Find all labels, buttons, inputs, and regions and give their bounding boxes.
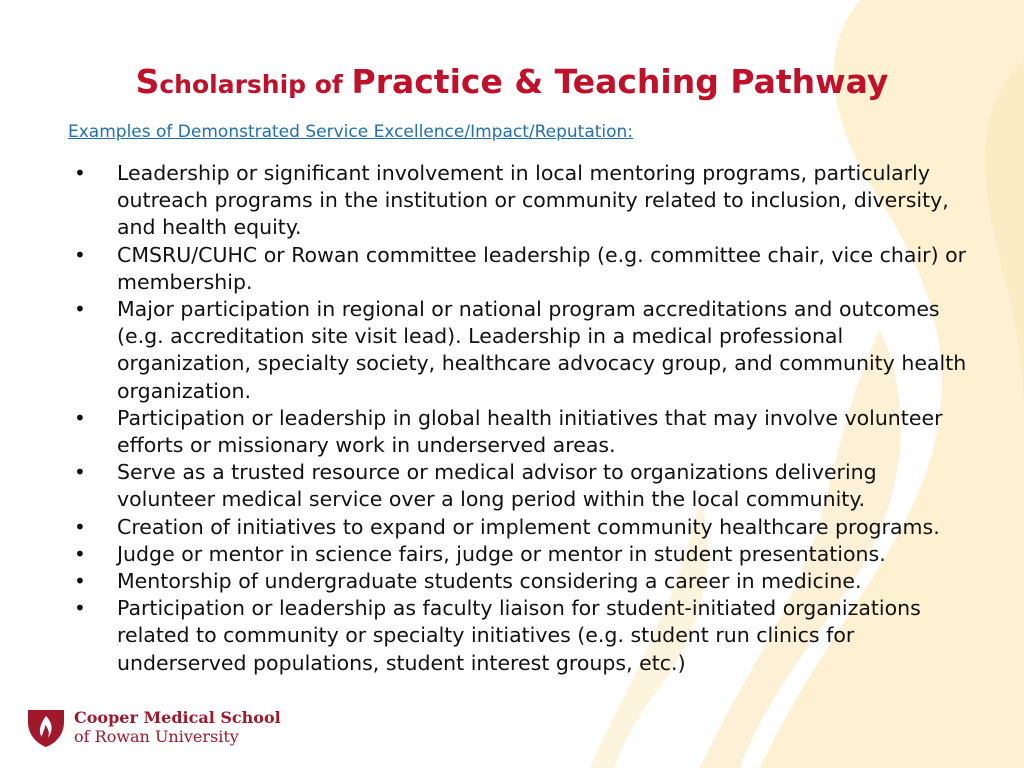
bullet-list (74, 160, 974, 677)
bullet-text: Judge or mentor in science fairs, judge or mentor in student presentations. (117, 541, 886, 566)
flame-shield-icon (26, 706, 66, 748)
title-main: Practice & Teaching Pathway (351, 62, 889, 101)
bullet-glyph: • (74, 541, 86, 566)
bullet-glyph: • (74, 596, 86, 621)
cooper-logo (26, 706, 281, 748)
title-prefix: cholarship of (159, 70, 352, 99)
bullet-item (74, 568, 974, 595)
bullet-text: Creation of initiatives to expand or implement community healthcare programs. (117, 514, 940, 539)
bullet-item (74, 242, 974, 296)
bullet-text: CMSRU/CUHC or Rowan committee leadership (e.g. committee chair, vice chair) or membership. (117, 242, 967, 294)
logo-school-name: Cooper Medical School (74, 708, 281, 727)
bullet-text: Mentorship of undergraduate students considering a career in medicine. (117, 569, 862, 594)
bullet-glyph: • (74, 161, 86, 185)
bullet-text: Participation or leadership as faculty liaison for student-initiated organizations related to community or specialty initiatives (e.g. student run clinics for underserved populations, student interest groups, etc.) (117, 596, 921, 675)
bullet-glyph: • (74, 242, 86, 267)
bullet-item (74, 595, 974, 677)
bullet-glyph: • (74, 569, 86, 594)
bullet-item (74, 459, 974, 513)
bullet-glyph: • (74, 297, 86, 322)
title-initial: S (135, 62, 160, 101)
bullet-glyph: • (74, 514, 86, 539)
bullet-item (74, 160, 974, 242)
bullet-glyph: • (74, 460, 86, 485)
bullet-text: Participation or leadership in global health initiatives that may involve volunteer efforts or missionary work in underserved areas. (117, 405, 943, 458)
bullet-glyph: • (74, 405, 86, 430)
bullet-text: Serve as a trusted resource or medical advisor to organizations delivering volunteer medical service over a long period within the local community. (117, 460, 877, 512)
bullet-item (74, 296, 974, 405)
logo-university-name: of Rowan University (74, 727, 239, 746)
bullet-item (74, 541, 974, 568)
bullet-item (74, 514, 974, 541)
slide-title (0, 62, 1024, 101)
bullet-text: Leadership or significant involvement in local mentoring programs, particularly outreach programs in the institution or community related to inclusion, diversity, and health equity. (117, 161, 949, 240)
bullet-item (74, 405, 974, 459)
bullet-text: Major participation in regional or national program accreditations and outcomes (e.g. accreditation site visit lead). Leadership in a medical professional organization, specialty society, healthcare advocacy group, and community health organization. (117, 297, 967, 403)
section-subtitle-link[interactable]: Examples of Demonstrated Service Excellence/Impact/Reputation: (68, 122, 634, 142)
